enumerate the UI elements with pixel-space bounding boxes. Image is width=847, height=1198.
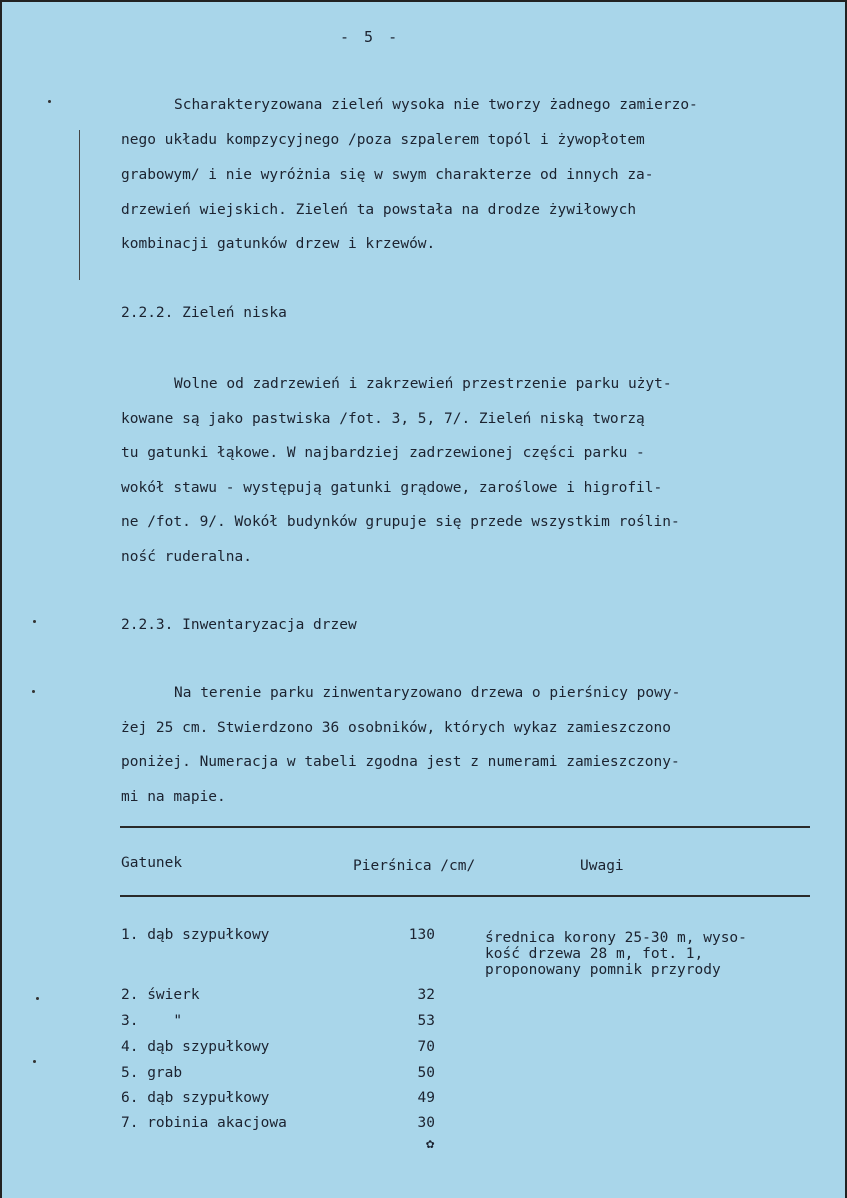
margin-mark	[79, 130, 80, 280]
column-header-notes: Uwagi	[580, 858, 624, 874]
paragraph1-line: drzewień wiejskich. Zieleń ta powstała na drodze żywiłowych	[121, 202, 637, 218]
scan-speck	[48, 100, 51, 103]
species-cell: 2. świerk	[121, 987, 200, 1003]
table-rule-top	[120, 826, 810, 828]
scan-speck	[36, 997, 39, 1000]
dbh-cell: 53	[417, 1013, 435, 1029]
scan-border-left	[0, 0, 2, 1198]
paragraph2-line: wokół stawu - występują gatunki grądowe, zaroślowe i higrofil-	[121, 480, 663, 496]
notes-line: kość drzewa 28 m, fot. 1,	[485, 946, 704, 962]
column-header-dbh: Pierśnica /cm/	[353, 858, 476, 874]
scan-speck	[33, 1060, 36, 1063]
species-cell: 1. dąb szypułkowy	[121, 927, 270, 943]
species-cell: 3. "	[121, 1013, 183, 1029]
paragraph2-line: ne /fot. 9/. Wokół budynków grupuje się przede wszystkim roślin-	[121, 514, 680, 530]
paragraph1-line: grabowym/ i nie wyróżnia się w swym charakterze od innych za-	[121, 167, 654, 183]
dbh-cell: 32	[417, 987, 435, 1003]
species-cell: 5. grab	[121, 1065, 183, 1081]
dbh-cell: 70	[417, 1039, 435, 1055]
page-number: - 5 -	[340, 28, 401, 46]
species-cell: 7. robinia akacjowa	[121, 1115, 287, 1131]
paragraph1-line: kombinacji gatunków drzew i krzewów.	[121, 236, 436, 252]
notes-line: proponowany pomnik przyrody	[485, 962, 721, 978]
paragraph3-line: mi na mapie.	[121, 789, 226, 805]
table-rule-header	[120, 895, 810, 897]
dbh-cell: 49	[417, 1090, 435, 1106]
paragraph3-line: żej 25 cm. Stwierdzono 36 osobników, których wykaz zamieszczono	[121, 720, 671, 736]
paragraph2-line: kowane są jako pastwiska /fot. 3, 5, 7/. Zieleń niską tworzą	[121, 411, 645, 427]
paragraph2-line: Wolne od zadrzewień i zakrzewień przestrzenie parku użyt-	[174, 376, 672, 392]
dbh-cell: 50	[417, 1065, 435, 1081]
paragraph1-line: nego układu kompzycyjnego /poza szpalerem topól i żywopłotem	[121, 132, 645, 148]
paragraph2-line: ność ruderalna.	[121, 549, 252, 565]
section-heading: 2.2.3. Inwentaryzacja drzew	[121, 617, 357, 633]
scan-border-top	[0, 0, 847, 2]
dbh-cell: 30	[417, 1115, 435, 1131]
notes-line: średnica korony 25-30 m, wyso-	[485, 930, 747, 946]
paragraph3-line: Na terenie parku zinwentaryzowano drzewa o pierśnicy powy-	[174, 685, 681, 701]
column-header-species: Gatunek	[121, 855, 183, 871]
paragraph1-line: Scharakteryzowana zieleń wysoka nie tworzy żadnego zamierzo-	[174, 97, 698, 113]
ink-stamp-icon: ✿	[426, 1136, 435, 1152]
scan-speck	[32, 690, 35, 693]
paragraph3-line: poniżej. Numeracja w tabeli zgodna jest z numerami zamieszczony-	[121, 754, 680, 770]
species-cell: 4. dąb szypułkowy	[121, 1039, 270, 1055]
species-cell: 6. dąb szypułkowy	[121, 1090, 270, 1106]
paragraph2-line: tu gatunki łąkowe. W najbardziej zadrzewionej części parku -	[121, 445, 645, 461]
scan-speck	[33, 620, 36, 623]
dbh-cell: 130	[408, 927, 435, 943]
section-heading: 2.2.2. Zieleń niska	[121, 305, 287, 321]
